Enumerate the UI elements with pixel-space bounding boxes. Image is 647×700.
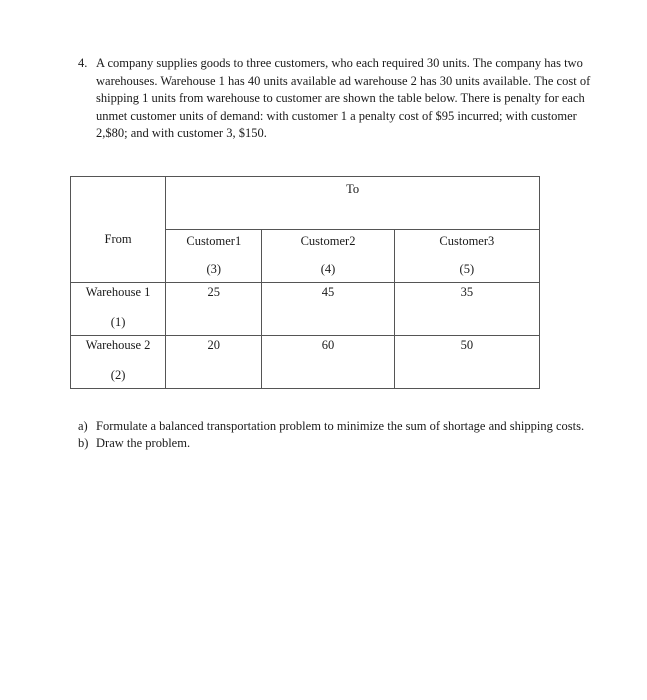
- cost-value: 50: [460, 338, 474, 352]
- problem-text: A company supplies goods to three customers, who each required 30 units. The company has two warehouses. Warehouse 1 has 40 units available ad warehouse 2 has 30 units available. The cost of shipping 1 units from warehouse to customer are shown the table below. There is penalty for each unmet customer units of demand: with customer 1 a penalty cost of $95 incurred; with customer 2,$80; and with customer 3, $150.: [96, 56, 591, 140]
- cost-table: [70, 176, 540, 389]
- problem-number: 4.: [78, 56, 88, 70]
- warehouse-index: (1): [110, 315, 126, 329]
- cost-value: 35: [460, 285, 474, 299]
- warehouse-name: Warehouse 1: [85, 285, 151, 299]
- customer-index: (3): [206, 262, 222, 276]
- warehouse-header: [71, 336, 166, 389]
- cost-cell: [394, 283, 539, 336]
- warehouse-name: Warehouse 2: [85, 338, 151, 352]
- customer-index: (4): [320, 262, 336, 276]
- cost-cell: [262, 336, 394, 389]
- customer-header: [394, 230, 539, 283]
- question-text: Draw the problem.: [96, 436, 191, 450]
- warehouse-header: [71, 283, 166, 336]
- customer-header: [262, 230, 394, 283]
- customer-name: Customer2: [300, 234, 356, 248]
- cost-value: 60: [321, 338, 335, 352]
- table-row: [71, 283, 540, 336]
- cost-value: 20: [207, 338, 221, 352]
- question-item: [78, 418, 598, 435]
- cost-cell: [166, 283, 262, 336]
- to-label: To: [346, 182, 360, 196]
- table-row: [71, 336, 540, 389]
- from-header: [71, 177, 166, 283]
- question-label: a): [78, 419, 88, 433]
- to-header: [166, 177, 540, 230]
- customer-name: Customer1: [186, 234, 242, 248]
- customer-name: Customer3: [439, 234, 495, 248]
- cost-value: 45: [321, 285, 335, 299]
- question-label: b): [78, 436, 89, 450]
- cost-cell: [166, 336, 262, 389]
- cost-cell: [262, 283, 394, 336]
- question-item: [78, 435, 598, 452]
- customer-header: [166, 230, 262, 283]
- customer-index: (5): [459, 262, 475, 276]
- from-label: From: [104, 232, 132, 246]
- cost-value: 25: [207, 285, 221, 299]
- question-list: [78, 418, 598, 452]
- problem-statement: [78, 55, 603, 143]
- cost-cell: [394, 336, 539, 389]
- warehouse-index: (2): [110, 368, 126, 382]
- question-text: Formulate a balanced transportation problem to minimize the sum of shortage and shipping costs.: [96, 419, 585, 433]
